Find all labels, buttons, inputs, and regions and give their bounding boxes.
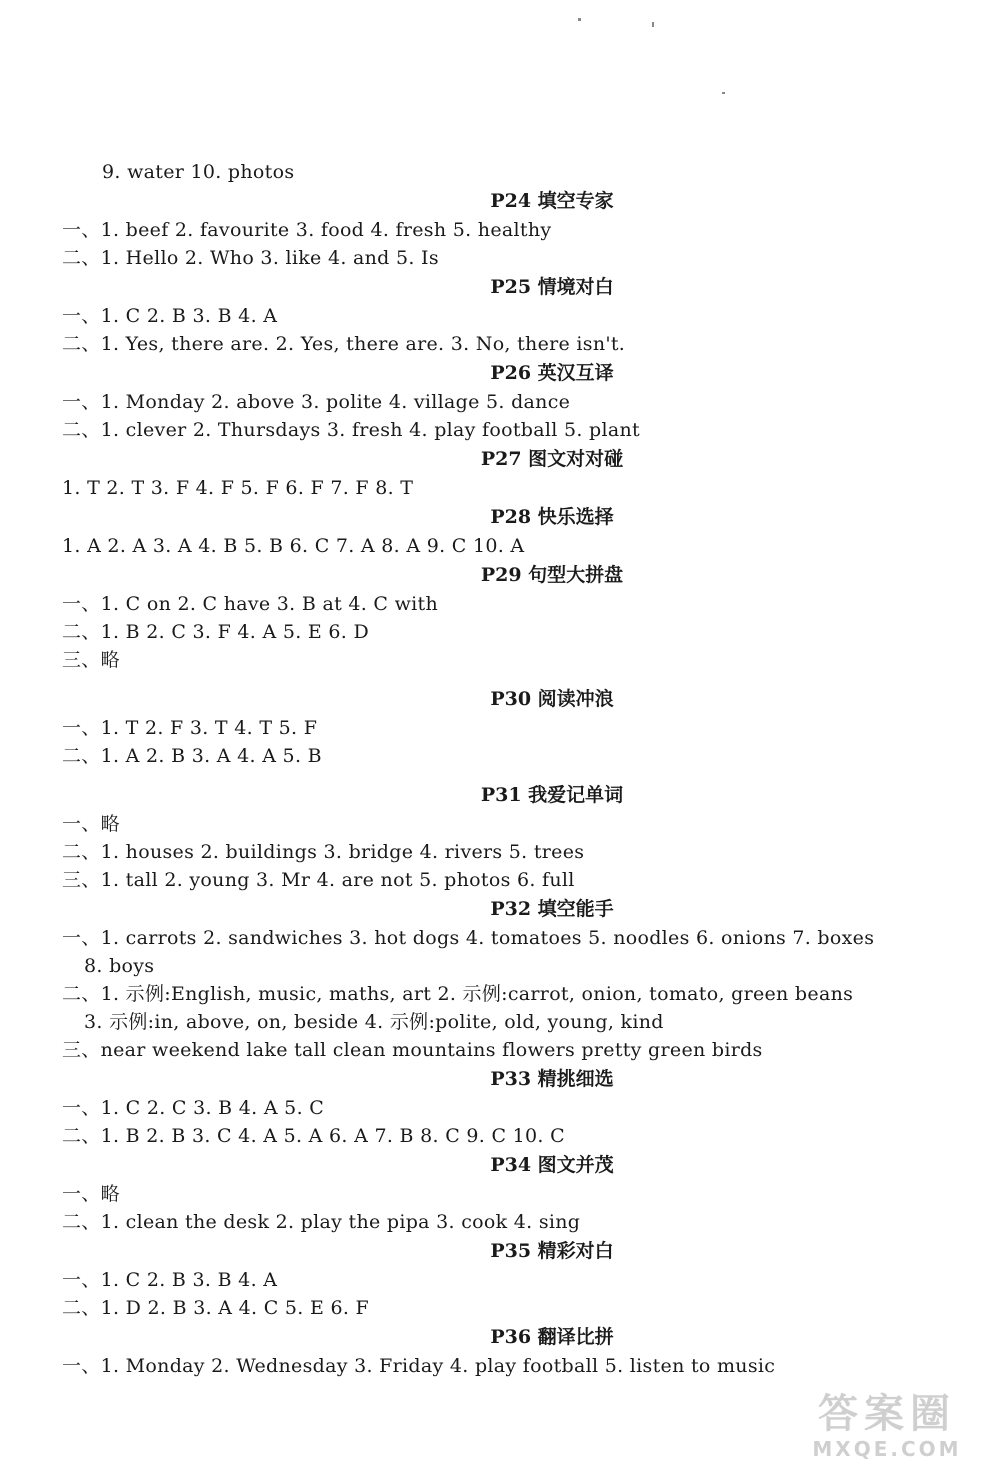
answer-line: 三、near weekend lake tall clean mountains flowers pretty green birds — [62, 1039, 763, 1061]
section-heading-p36: P36 翻译比拼 — [490, 1326, 614, 1348]
answer-line: 二、1. Yes, there are. 2. Yes, there are. 3. No, there isn't. — [62, 333, 626, 355]
section-heading-p28: P28 快乐选择 — [490, 506, 614, 528]
answer-line: 8. boys — [84, 955, 155, 977]
watermark-url: MXQE.COM — [812, 1437, 962, 1461]
answer-line: 一、1. beef 2. favourite 3. food 4. fresh 5. healthy — [62, 219, 552, 241]
section-heading-p33: P33 精挑细选 — [490, 1068, 614, 1090]
answer-line: 3. 示例:in, above, on, beside 4. 示例:polite, old, young, kind — [84, 1011, 664, 1033]
answer-line: 1. T 2. T 3. F 4. F 5. F 6. F 7. F 8. T — [62, 477, 414, 499]
answer-line: 二、1. B 2. C 3. F 4. A 5. E 6. D — [62, 621, 370, 643]
answer-line: 9. water 10. photos — [102, 161, 295, 183]
answer-line: 二、1. 示例:English, music, maths, art 2. 示例:carrot, onion, tomato, green beans — [62, 983, 854, 1005]
answer-line: 二、1. clean the desk 2. play the pipa 3. cook 4. sing — [62, 1211, 581, 1233]
answer-line: 一、1. C 2. C 3. B 4. A 5. C — [62, 1097, 325, 1119]
answer-line: 二、1. clever 2. Thursdays 3. fresh 4. play football 5. plant — [62, 419, 640, 441]
answer-line: 一、1. Monday 2. above 3. polite 4. village 5. dance — [62, 391, 571, 413]
answer-line: 一、略 — [62, 813, 120, 835]
section-heading-p29: P29 句型大拼盘 — [480, 564, 624, 586]
section-heading-p26: P26 英汉互译 — [490, 362, 614, 384]
section-heading-p31: P31 我爱记单词 — [480, 784, 624, 806]
answer-line: 一、1. carrots 2. sandwiches 3. hot dogs 4. tomatoes 5. noodles 6. onions 7. boxes — [62, 927, 875, 949]
section-heading-p32: P32 填空能手 — [490, 898, 614, 920]
section-heading-p34: P34 图文并茂 — [490, 1154, 614, 1176]
answer-line: 二、1. A 2. B 3. A 4. A 5. B — [62, 745, 322, 767]
scan-speck — [722, 92, 725, 94]
answer-line: 二、1. B 2. B 3. C 4. A 5. A 6. A 7. B 8. C 9. C 10. C — [62, 1125, 565, 1147]
section-heading-p24: P24 填空专家 — [490, 190, 614, 212]
answer-line: 一、略 — [62, 1183, 120, 1205]
answer-line: 三、1. tall 2. young 3. Mr 4. are not 5. photos 6. full — [62, 869, 575, 891]
answer-line: 二、1. houses 2. buildings 3. bridge 4. rivers 5. trees — [62, 841, 585, 863]
scan-speck — [652, 22, 654, 27]
answer-line: 一、1. C 2. B 3. B 4. A — [62, 305, 278, 327]
answer-line: 一、1. C on 2. C have 3. B at 4. C with — [62, 593, 439, 615]
answer-line: 二、1. D 2. B 3. A 4. C 5. E 6. F — [62, 1297, 370, 1319]
answer-line: 三、略 — [62, 649, 120, 671]
watermark-title: 答案圈 — [818, 1391, 956, 1437]
scan-speck — [578, 18, 581, 21]
answer-line: 1. A 2. A 3. A 4. B 5. B 6. C 7. A 8. A 9. C 10. A — [62, 535, 525, 557]
section-heading-p27: P27 图文对对碰 — [480, 448, 624, 470]
section-heading-p25: P25 情境对白 — [490, 276, 614, 298]
section-heading-p35: P35 精彩对白 — [490, 1240, 614, 1262]
answer-line: 一、1. Monday 2. Wednesday 3. Friday 4. play football 5. listen to music — [62, 1355, 776, 1377]
answer-key-page — [62, 158, 942, 1380]
watermark-logo — [792, 1392, 982, 1470]
answer-line: 一、1. C 2. B 3. B 4. A — [62, 1269, 278, 1291]
section-heading-p30: P30 阅读冲浪 — [490, 688, 614, 710]
answer-line: 一、1. T 2. F 3. T 4. T 5. F — [62, 717, 318, 739]
answer-line: 二、1. Hello 2. Who 3. like 4. and 5. Is — [62, 247, 439, 269]
